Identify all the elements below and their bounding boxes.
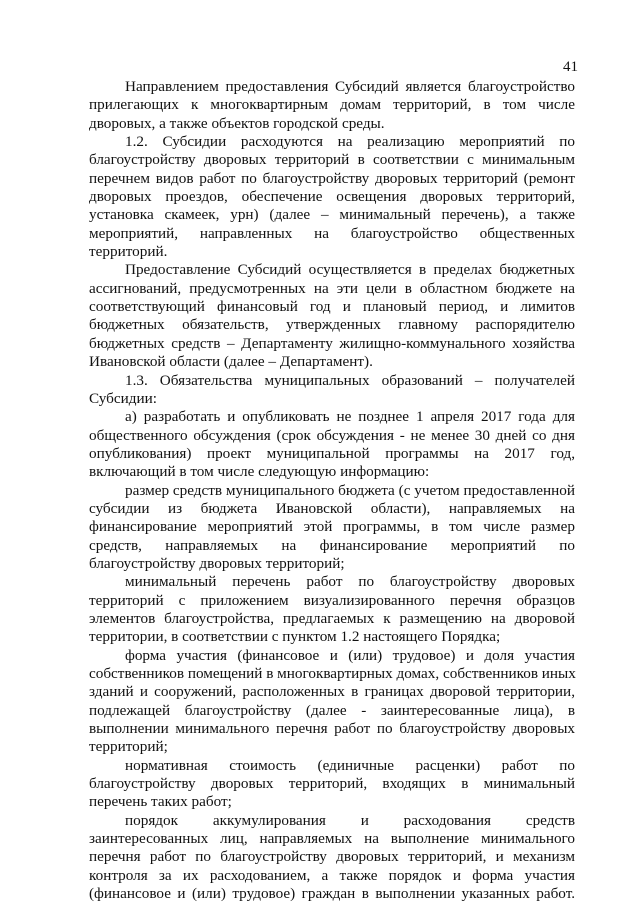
- text-line: субсидии из бюджета Ивановской области), направляемых на: [89, 499, 575, 517]
- text-line: зданий и сооружений, расположенных в границах дворовой территории,: [89, 683, 575, 701]
- text-line: Субсидии:: [89, 389, 157, 407]
- text-line: благоустройству дворовых территорий;: [89, 554, 345, 572]
- text-line: форма участия (финансовое и (или) трудовое) и доля участия: [125, 646, 575, 664]
- text-line: элементов благоустройства, предлагаемых к размещению на дворовой: [89, 609, 575, 627]
- text-line: Предоставление Субсидий осуществляется в пределах бюджетных: [125, 261, 575, 279]
- text-line: подлежащей благоустройству (далее - заинтересованные лица), в: [89, 701, 575, 719]
- text-line: дворовых проездов, обеспечение освещения дворовых территорий,: [89, 188, 575, 206]
- text-line: перечень таких работ;: [89, 793, 232, 811]
- text-line: мероприятий, направленных на благоустройство общественных: [89, 224, 575, 242]
- text-line: порядок аккумулирования и расходования средств: [125, 811, 575, 829]
- text-line: благоустройству дворовых территорий в соответствии с минимальным: [89, 151, 575, 169]
- text-line: прилегающих к многоквартирным домам территорий, в том числе: [89, 96, 575, 114]
- text-line: соответствующий финансовый год и плановый период, и лимитов: [89, 298, 575, 316]
- text-line: бюджетных обязательств, утвержденных главному распорядителю: [89, 316, 575, 334]
- text-line: 1.3. Обязательства муниципальных образований – получателей: [125, 371, 575, 389]
- text-line: собственников помещений в многоквартирных домах, собственников иных: [89, 665, 576, 682]
- text-line: бюджетных средств – Департаменту жилищно-коммунального хозяйства: [89, 334, 575, 352]
- text-line: заинтересованных лиц, направляемых на выполнение минимального: [89, 830, 575, 848]
- page-number: 41: [563, 59, 578, 75]
- text-line: 1.2. Субсидии расходуются на реализацию мероприятий по: [125, 133, 575, 151]
- text-line: размер средств муниципального бюджета (с учетом предоставленной: [125, 481, 575, 499]
- text-line: Направлением предоставления Субсидий является благоустройство: [125, 78, 575, 95]
- text-line: перечнем видов работ по благоустройству дворовых территорий (ремонт: [89, 169, 575, 187]
- text-line: территории, в соответствии с пунктом 1.2 настоящего Порядка;: [89, 628, 501, 646]
- document-body: [89, 78, 575, 903]
- text-line: контроля за их расходованием, а также порядок и форма участия: [89, 866, 575, 884]
- text-line: территорий;: [89, 738, 168, 756]
- text-line: включающий в том числе следующую информацию:: [89, 463, 430, 481]
- text-line: Ивановской области (далее – Департамент).: [89, 353, 373, 371]
- text-line: (финансовое и (или) трудовое) граждан в выполнении указанных работ.: [89, 885, 575, 903]
- text-line: нормативная стоимость (единичные расценки) работ по: [125, 756, 575, 774]
- text-line: установка скамеек, урн) (далее – минимальный перечень), а также: [89, 206, 575, 224]
- text-line: общественного обсуждения (срок обсуждения - не менее 30 дней со дня: [89, 426, 575, 444]
- text-line: перечня работ по благоустройству дворовых территорий, и механизм: [89, 848, 575, 866]
- text-line: территорий.: [89, 243, 168, 261]
- text-line: финансирование мероприятий этой программы, в том числе размер: [89, 518, 575, 536]
- text-line: благоустройству дворовых территорий, входящих в минимальный: [89, 775, 575, 793]
- text-line: ассигнований, предусмотренных на эти цели в областном бюджете на: [89, 279, 575, 297]
- text-line: выполнении минимального перечня работ по благоустройству дворовых: [89, 720, 575, 738]
- text-line: средств, направляемых на финансирование мероприятий по: [89, 536, 575, 554]
- text-line: опубликования) проект муниципальной программы на 2017 год,: [89, 444, 575, 462]
- text-line: дворовых, а также объектов городской среды.: [89, 114, 385, 132]
- text-line: территорий с приложением визуализированного перечня образцов: [89, 591, 575, 609]
- text-line: минимальный перечень работ по благоустройству дворовых: [125, 573, 575, 591]
- text-line: а) разработать и опубликовать не позднее 1 апреля 2017 года для: [125, 408, 575, 426]
